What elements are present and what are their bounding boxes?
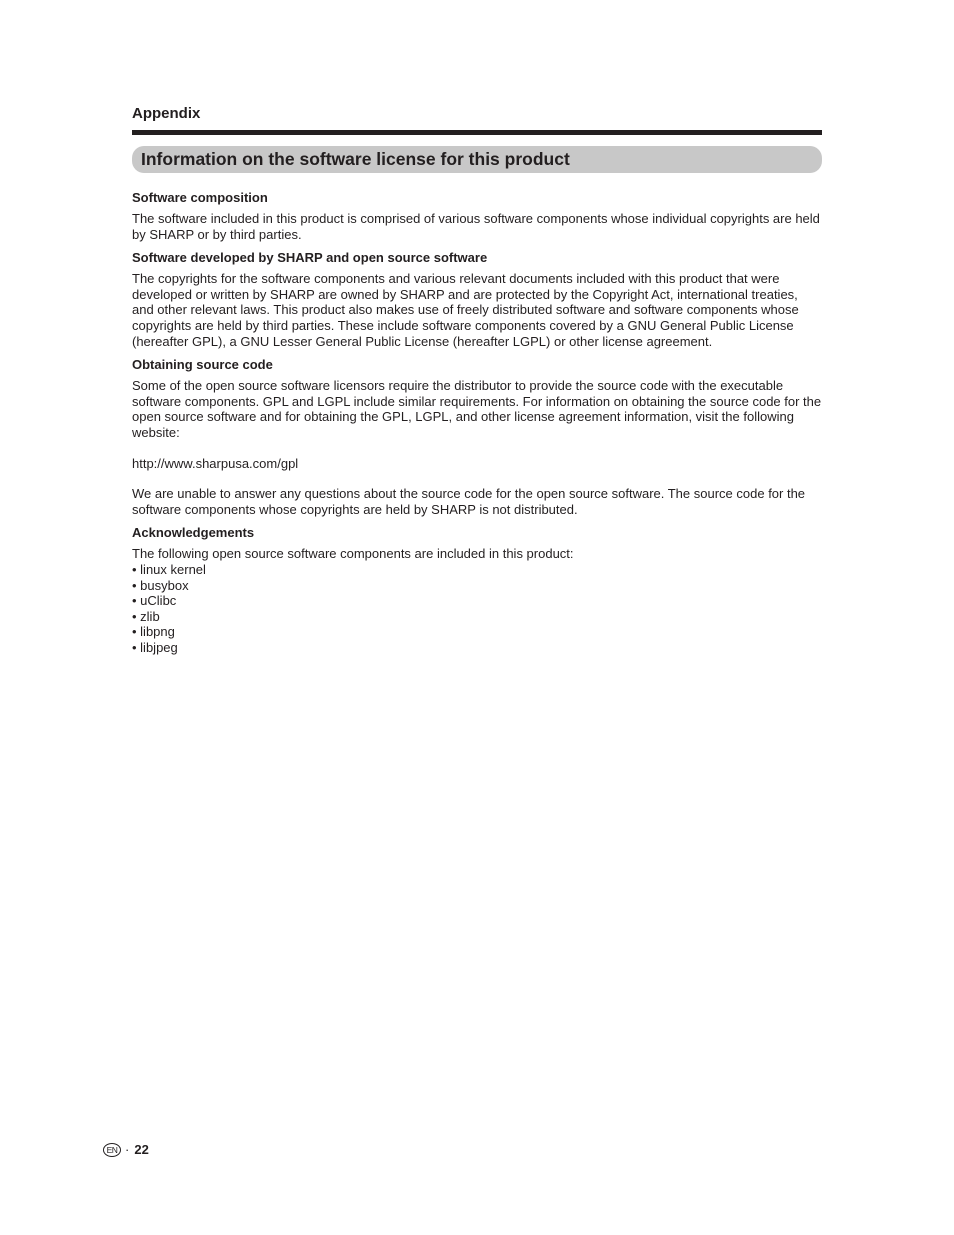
page-number: 22 [134,1142,149,1157]
source-url: http://www.sharpusa.com/gpl [132,455,299,471]
section-heading: Software developed by SHARP and open source software [132,250,488,266]
page-title: Information on the software license for this product [141,149,570,169]
section-label: Appendix [132,105,201,122]
component-list [132,562,822,656]
list-item: • libjpeg [132,640,822,656]
footer-separator: · [125,1142,130,1157]
page-title-bar [132,146,822,173]
list-item: • busybox [132,578,822,594]
section-software-composition [132,190,822,242]
section-heading: Acknowledgements [132,525,255,541]
section-obtaining-source [132,357,822,517]
paragraph: We are unable to answer any questions about the source code for the open source software. The source code for the software components whose copyrights are held by SHARP is not distributed. [132,486,806,517]
paragraph: Some of the open source software licensors require the distributor to provide the source code with the executable software components. GPL and LGPL include similar requirements. For information on obtaining the source code for the open source software and for obtaining the GPL, LGPL, and other license agreement information, visit the following website: [132,378,822,440]
list-item: • libpng [132,624,822,640]
content [132,190,822,655]
section-heading: Obtaining source code [132,357,273,373]
list-item: • uClibc [132,593,822,609]
section-sharp-open-source [132,250,822,349]
list-item: • zlib [132,609,822,625]
paragraph: The copyrights for the software components and various relevant documents included with this product that were developed or written by SHARP are owned by SHARP and are protected by the Copyright Act, international treaties, and other relevant laws. This product also makes use of freely distributed software and software components whose copyrights are held by third parties. These include software components covered by a GNU General Public License (hereafter GPL), a GNU Lesser General Public License (hereafter LGPL) or other license agreement. [132,271,799,349]
section-acknowledgements [132,525,822,655]
page-footer [103,1142,149,1157]
header-rule [132,130,822,135]
list-item: • linux kernel [132,562,822,578]
paragraph: The following open source software components are included in this product: [132,546,574,562]
paragraph: The software included in this product is comprised of various software components whose individual copyrights are held by SHARP or by third parties. [132,211,820,242]
section-heading: Software composition [132,190,268,205]
language-badge-icon: EN [103,1143,121,1157]
